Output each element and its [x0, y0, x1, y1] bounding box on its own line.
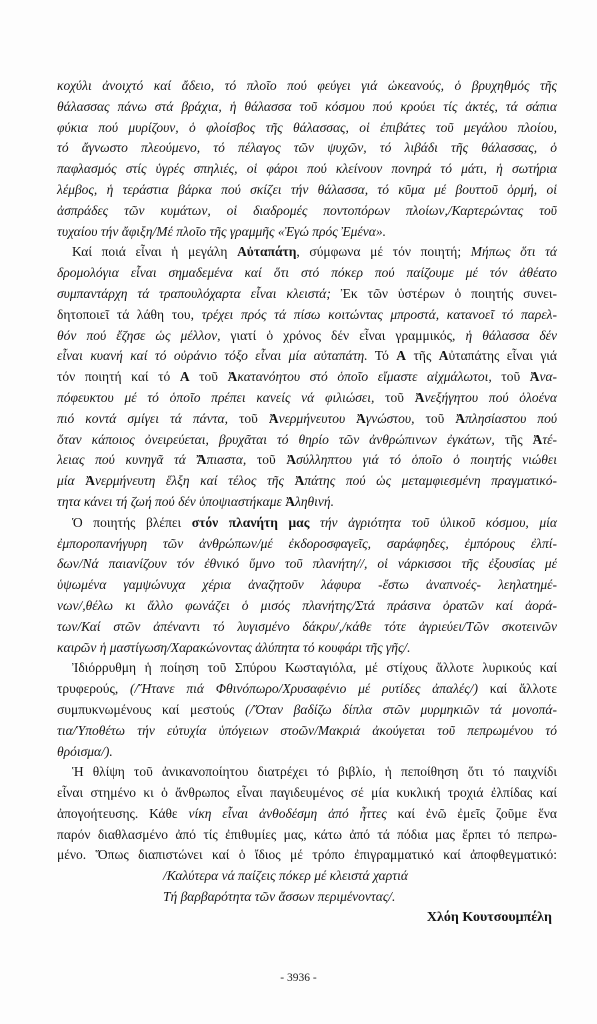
text-run: ληθινή. [294, 493, 334, 509]
text-run: ἀσπράδες τῶν κυμάτων, οἱ διαδρομές ποντοπόρων πλοίων,/Καρτερώντας τοῦ [57, 202, 557, 218]
text-run: Ἀ [532, 431, 543, 447]
text-run: Α [179, 369, 190, 385]
text-run: δων/Νά παιανίζουν τόν ἐθνικό ὕμνο τοῦ πλανήτη//, οἱ νάρκισσοι τῆς ἐξουσίας μέ [57, 556, 557, 572]
text-line [57, 430, 557, 451]
text-run: ἀπογοήτευσης. Κάθε [57, 805, 189, 821]
paragraph [57, 76, 557, 242]
text-line [57, 679, 557, 700]
text-line [57, 742, 557, 763]
text-line [57, 471, 557, 492]
text-run: των/Καί στῶν ἀπέναντι τό λυγισμένο δάκρυ/,/κάθε τότε ἀγριεύει/Τῶν σκοτεινῶν [57, 618, 557, 634]
text-run: συμπαντάρχη τά τραπουλόχαρτα εἶναι κλειστά; [57, 285, 331, 301]
text-line [57, 596, 557, 617]
paragraph [57, 658, 557, 762]
text-run: (/Ὅταν βαδίζω δίπλα στῶν μυρμηκιῶν τά μονοπά- [245, 701, 557, 717]
text-line [57, 845, 557, 866]
text-run: τοῦ [228, 410, 269, 426]
text-line [57, 388, 557, 409]
text-run: Ἀ [356, 410, 366, 426]
text-run: συμπυκνωμένους καί μεστούς [57, 701, 246, 717]
text-line [57, 76, 557, 97]
text-line [57, 180, 557, 201]
text-line [57, 326, 557, 347]
paragraph [57, 513, 557, 659]
text-run: καιρῶν ἡ μαστίγωση/Χαρακώνοντας ἀλύπητα τό κουφάρι τῆς γῆς/. [57, 639, 411, 655]
text-run: Ἀ [286, 452, 297, 468]
text-line [57, 284, 557, 305]
text-line [57, 367, 557, 388]
text-run: να- [539, 369, 558, 385]
text-line [57, 118, 557, 139]
text-run: νερμήνευτου [278, 410, 357, 426]
text-run: τό ἄγνωστο πλεούμενο, τό πέλαγος τῶν ψυχῶν, τό λιβάδι τῆς θάλασσας, ὁ [57, 140, 557, 156]
text-run: θρόισμα/). [57, 743, 113, 759]
text-run: πάτης πού ὡς μεταμφιεσμένη πραγματικό- [304, 473, 557, 489]
text-line [57, 825, 557, 846]
text-line [57, 887, 557, 908]
text-run: τῆς [494, 431, 533, 447]
text-line [57, 575, 557, 596]
page-number: - 3936 - [280, 972, 317, 984]
text-run: πόφευκτου μέ τό ὁποῖο πρέπει κανείς νά φιλιώσει, [57, 389, 375, 405]
text-line [57, 658, 557, 679]
text-line [57, 346, 557, 367]
paragraphs [57, 76, 557, 866]
text-run: Μήπως ὅτι τά [470, 244, 558, 260]
text-run: Α [438, 348, 449, 364]
text-run: Α [396, 348, 407, 364]
text-run: Ἀ [294, 473, 305, 489]
text-line [57, 804, 557, 825]
text-line [57, 305, 557, 326]
text-run: τρέχει πρός τά πίσω κοιτώντας μπροστά, κατανοεῖ τό παρελ- [201, 306, 557, 322]
text-run: τυχαίου τήν ἄφιξη/Μέ πλοῖο τῆς γραμμῆς «Ἐγώ πρός Ἐμένα». [57, 223, 386, 239]
text-run: Ὁ ποιητής βλέπει [72, 514, 192, 530]
text-run: Ἄ [196, 452, 207, 468]
text-line [57, 201, 557, 222]
text-run: Ἀ [529, 369, 540, 385]
text-run: τια/Ὑποθέτω τήν εὐτυχία ὑπόγειων στοῶν/Μακριά ἀκούγεται τοῦ πεπρωμένου τό [57, 722, 557, 738]
text-line [57, 409, 557, 430]
text-line [57, 97, 557, 118]
text-run: Ἀ [268, 410, 279, 426]
verse-quote [57, 866, 557, 908]
text-line [57, 721, 557, 742]
text-run: Ἡ θλίψη τοῦ ἀνικανοποίητου διατρέχει τό βιβλίο, ἡ πεποίθηση ὅτι τό παιχνίδι [72, 764, 557, 780]
text-run: θόν πού ἔζησε ὡς μέλλον, [57, 327, 221, 343]
text-run: τοῦ [189, 369, 228, 385]
text-run: λέμβος, ἡ τεράστια βάρκα πού σκίζει τήν θάλασσα, τό κῦμα μέ βουττοῦ ὁρμή, οἱ [57, 181, 557, 197]
text-run: λειας πού κυνηγᾶ τά [57, 452, 197, 468]
text-run: Ἀ [455, 410, 466, 426]
text-run: φύκια πού μυρίζουν, ὁ φλοίσβος τῆς θάλασσας, οἱ ἐπιβάτες τοῦ μεγάλου πλοίου, [57, 119, 557, 135]
text-line [57, 159, 557, 180]
text-line [57, 617, 557, 638]
text-run: ὅταν κάποιος ὀνειρεύεται, βρυχᾶται τό θηρίο τῶν ἀνθρώπινων ἐγκάτων, [57, 431, 495, 447]
text-run: νεξήγητου πού ὁλοένα [424, 389, 558, 405]
text-run: ὐταπάτης εἶναι γιά [448, 348, 557, 364]
text-run: ἐμποροπανήγυρη τῶν ἀνθρώπων/μέ ἐκδοροσφαγεῖς, σαράφηδες, ἐμπόρους ἐλπί- [57, 535, 557, 551]
text-run: κοχύλι ἀνοιχτό καί ἄδειο, τό πλοῖο πού φεύγει γιά ὠκεανούς, ὁ βρυχηθμός τῆς [57, 78, 557, 93]
text-run: τοῦ [491, 369, 530, 385]
text-run: τοῦ [414, 410, 456, 426]
text-run: θάλασσας πάνω στά βράχια, ἡ θάλασσα τοῦ κόσμου πού κρούει τίς ἀκτές, τά σάπια [57, 98, 557, 114]
text-run: παφλασμός στίς ὑγρές σπηλιές, οἱ φάροι πού κλείνουν πονηρά τό μάτι, ἡ σωτήρια [57, 161, 557, 177]
text-line [57, 450, 557, 471]
text-line [57, 866, 557, 887]
text-line [57, 783, 557, 804]
text-line [57, 762, 557, 783]
text-run: στόν πλανήτη μας [191, 514, 310, 530]
paragraph [57, 762, 557, 866]
text-run: νερμήνευτη ἕλξη καί τέλος τῆς [94, 473, 295, 489]
text-run: Καί ποιά εἶναι ἡ μεγάλη [72, 244, 238, 260]
text-run: παρόν διαθλασμένο ἀπό τίς ἐπιθυμίες μας, κάτω ἀπό τά πόδια μας ἕρπει τό πεπρω- [57, 826, 557, 842]
text-run: τοῦ [246, 452, 287, 468]
paragraph [57, 242, 557, 512]
text-run: τῆς [406, 348, 439, 364]
text-run: (/Ἤτανε πιά Φθινόπωρο/Χρυσαφένιο μέ ρυτίδες ἀπαλές/) [130, 681, 478, 697]
text-run: καί ἄλλοτε [478, 681, 557, 697]
text-run: πλησίαστου πού [465, 410, 558, 426]
author-name: Χλόη Κουτσουμπέλη [426, 909, 552, 925]
text-run: Ἐκ τῶν ὑστέρων ὁ ποιητής συνει- [330, 285, 557, 301]
text-run: τοῦ [374, 389, 415, 405]
text-line [57, 534, 557, 555]
text-run: τόν ποιητή καί τό [57, 369, 180, 385]
text-line [57, 638, 557, 659]
text-run: μένο. Ὅπως διαπιστώνει καί ὁ ἴδιος μέ τρόπο ἐπιγραμματικό καί ἀποφθεγματικό: [57, 847, 557, 863]
text-run: Ἀ [85, 473, 95, 489]
text-run: δητοποιεῖ τά λάθη του, [57, 306, 202, 322]
text-line [57, 242, 557, 263]
text-line [57, 492, 557, 513]
text-run: Ἰδιόρρυθμη ἡ ποίηση τοῦ Σπύρου Κωσταγιόλα, μέ στίχους ἄλλοτε λυρικούς καί [72, 660, 557, 676]
text-run: γιατί ὁ χρόνος δέν εἶναι γραμμικός, [220, 327, 466, 343]
text-run: Τό [367, 348, 397, 364]
text-run: κατανόητου στό ὁποῖο εἴμαστε αἰχμάλωτοι, [237, 369, 492, 385]
text-run: νων/,θέλω κι ἄλλο φωνάζει ὁ μισός πλανήτης/Στά πράσινα ὁρατῶν καί ἀορά- [57, 597, 557, 613]
text-run: γνώστου, [365, 410, 415, 426]
text-run: εἶναι στημένο κι ὁ ἄνθρωπος εἶναι παγιδευμένος σέ μία κυκλική τροχιά ἐλπίδας καί [57, 785, 557, 801]
text-run: δρομολόγια εἶναι σημαδεμένα καί ὅτι στό πόκερ πού παίζουμε μέ τόν ἀθέατο [57, 265, 557, 281]
text-run: /Καλύτερα νά παίζεις πόκερ μέ κλειστά χαρτιά [163, 868, 408, 884]
article-body [57, 76, 557, 929]
text-run: Ἀ [285, 493, 295, 509]
text-run: πιαστα, [206, 452, 247, 468]
text-line [57, 700, 557, 721]
text-run: τητα κάνει τή ζωή πού δέν ὑποψιαστήκαμε [57, 493, 286, 509]
text-run: Αὐταπάτη [237, 244, 297, 260]
text-line [57, 222, 557, 243]
text-line [57, 138, 557, 159]
text-run: τέ- [542, 431, 557, 447]
text-line [57, 554, 557, 575]
text-run: τρυφερούς, [57, 681, 130, 697]
text-run: , σύμφωνα μέ τόν ποιητή; [296, 244, 471, 260]
text-run: Ἀ [227, 369, 238, 385]
text-run: τήν ἀγριότητα τοῦ ὑλικοῦ κόσμου, μία [309, 514, 558, 530]
text-run: νίκη εἶναι ἀνθοδέσμη ἀπό ἧττες [188, 805, 387, 821]
text-run: Ἀ [414, 389, 425, 405]
text-run: μία [57, 473, 86, 489]
text-run: σύλληπτου γιά τό ὁποῖο ὁ ποιητής νιώθει [296, 452, 557, 468]
text-run: Τή βαρβαρότητα τῶν ἄσσων περιμένοντας/. [163, 889, 396, 905]
text-run: πιό κοντά σμίγει τά πάντα, [57, 410, 229, 426]
text-run: ἡ θάλασσα δέν [465, 327, 557, 343]
text-line [57, 513, 557, 534]
text-line [57, 263, 557, 284]
text-run: καί ἐνῶ ἐμεῖς ζοῦμε ἕνα [386, 805, 557, 821]
text-run: εἶναι κυανή καί τό οὐράνιο τόξο εἶναι μία αὐταπάτη. [57, 348, 368, 364]
text-run: ὑψωμένα γαμψώνυχα χέρια ἀναζητοῦν λάφυρα -ἔστω ἀναπνοές- λεηλατημέ- [57, 577, 557, 593]
